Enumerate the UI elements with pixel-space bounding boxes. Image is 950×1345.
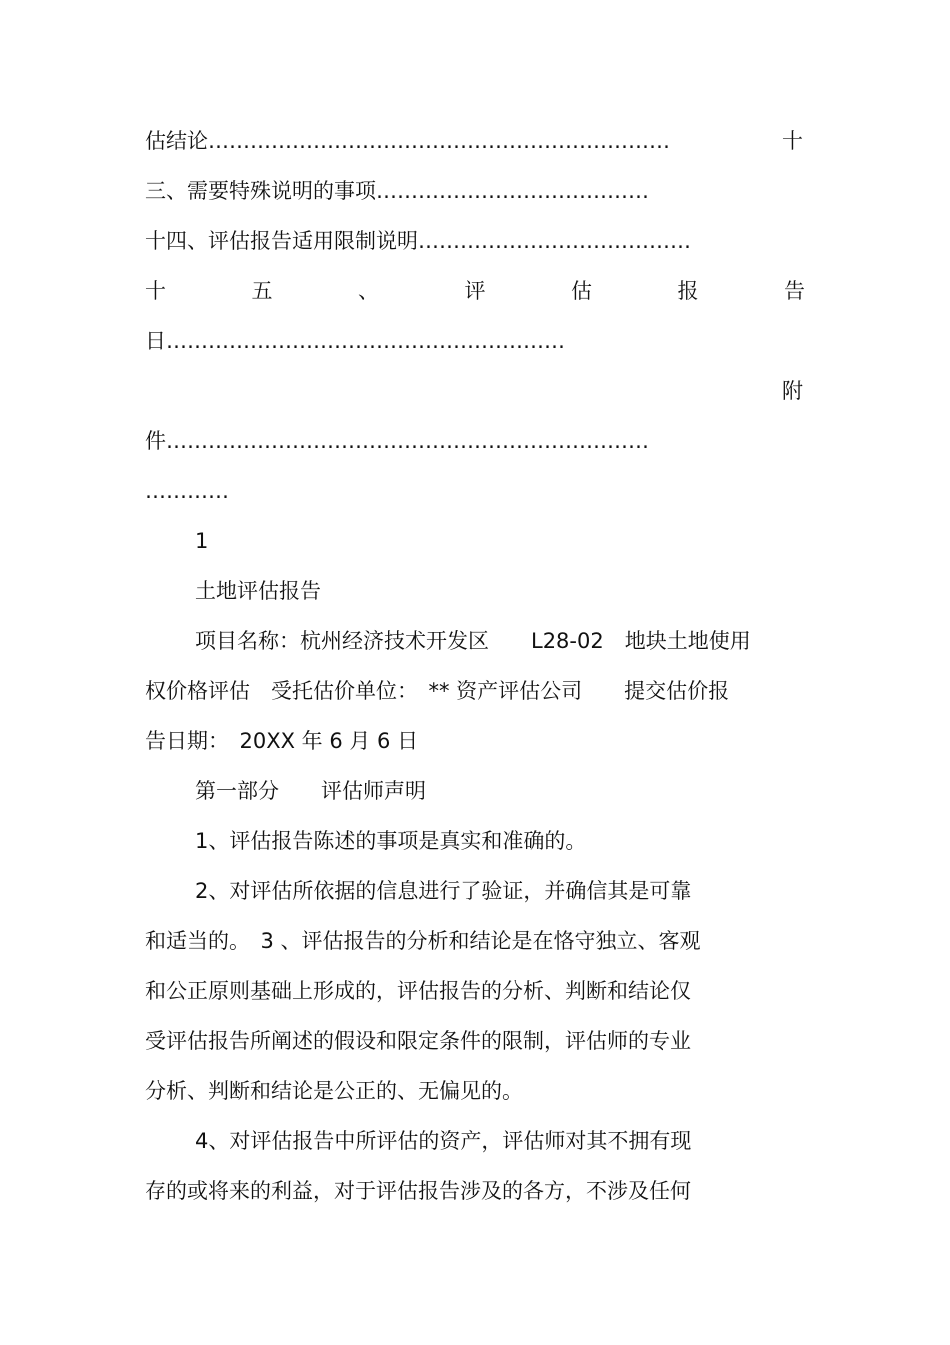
toc-char: 十 [145, 279, 166, 303]
toc-char: 、 [358, 279, 379, 303]
submit-date-line: 告日期： 20XX 年 6 月 6 日 [145, 729, 419, 753]
toc-line-report-date: 日………………………………………………… [145, 329, 565, 353]
client-line: 权价格评估 受托估价单位： ** 资产评估公司 提交估价报 [145, 679, 730, 703]
toc-line-conclusion-number: 十 [782, 129, 803, 153]
toc-char: 估 [571, 279, 592, 303]
statement-4-line-2: 存的或将来的利益，对于评估报告涉及的各方，不涉及任何 [145, 1179, 691, 1203]
statement-3-line-2: 和公正原则基础上形成的，评估报告的分析、判断和结论仅 [145, 979, 691, 1003]
report-title: 土地评估报告 [195, 579, 321, 603]
toc-line-usage-limits: 十四、评估报告适用限制说明………………………………… [145, 229, 691, 253]
statement-3-line-4: 分析、判断和结论是公正的、无偏见的。 [145, 1079, 523, 1103]
toc-line-conclusion: 估结论………………………………………………………… [145, 129, 670, 153]
statement-1: 1、评估报告陈述的事项是真实和准确的。 [195, 829, 587, 853]
toc-char: 评 [464, 279, 486, 303]
toc-char: 报 [677, 279, 699, 303]
toc-line-attachment: 件…………………………………………………………… [145, 429, 649, 453]
toc-line-report-date-spread [145, 277, 805, 305]
toc-line-continuation: ………… [145, 479, 229, 503]
statement-4-line-1: 4、对评估报告中所评估的资产，评估师对其不拥有现 [195, 1129, 692, 1153]
toc-char: 五 [251, 279, 273, 303]
page-number: 1 [195, 529, 209, 553]
toc-char: 告 [784, 279, 805, 303]
statement-2-line-1: 2、对评估所依据的信息进行了验证，并确信其是可靠 [195, 879, 692, 903]
toc-line-attachment-right: 附 [782, 379, 803, 403]
statement-2-line-2: 和适当的。 3 、评估报告的分析和结论是在恪守独立、客观 [145, 929, 701, 953]
statement-3-line-3: 受评估报告所阐述的假设和限定条件的限制，评估师的专业 [145, 1029, 691, 1053]
toc-line-special-notes: 三、需要特殊说明的事项………………………………… [145, 179, 649, 203]
project-name-line: 项目名称：杭州经济技术开发区 L28-02 地块土地使用 [195, 629, 751, 653]
part-heading: 第一部分 评估师声明 [195, 779, 426, 803]
